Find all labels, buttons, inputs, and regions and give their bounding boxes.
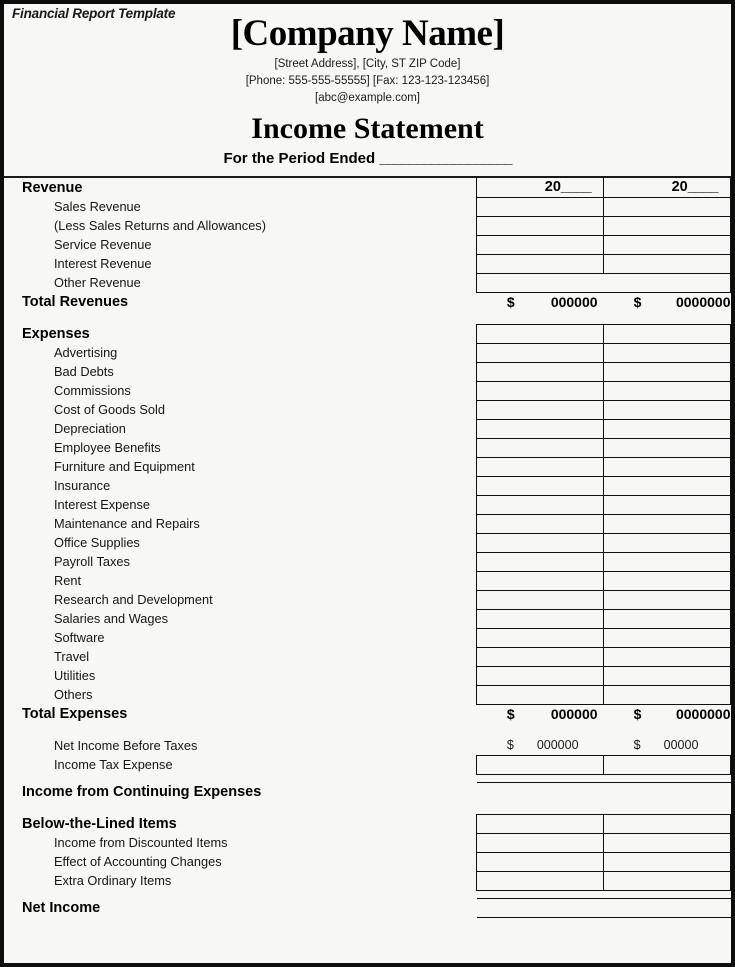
- amount-cell-year-2[interactable]: [604, 871, 731, 890]
- table-row: [4, 647, 731, 666]
- total-expenses-year-1: $ 000000: [506, 705, 598, 722]
- total-expenses-year-2: $ 0000000: [633, 705, 731, 722]
- line-item-label: Income from Discounted Items: [54, 835, 228, 850]
- line-item-label: Salaries and Wages: [54, 611, 169, 626]
- amount-cell-year-2[interactable]: [604, 235, 731, 254]
- statement-title: Income Statement: [251, 112, 484, 145]
- amount-cell-year-2[interactable]: [604, 438, 731, 457]
- net-income-rule-year-2: [604, 898, 731, 917]
- total-revenues-year-1: $ 000000: [506, 293, 598, 310]
- line-item-label: Employee Benefits: [54, 440, 161, 455]
- table-row: [4, 400, 731, 419]
- table-row: [4, 381, 731, 400]
- amount-cell-year-1[interactable]: [477, 197, 604, 216]
- net-income-before-taxes-row: [4, 736, 731, 755]
- table-row: [4, 235, 731, 254]
- amount-cell-year-2[interactable]: [604, 814, 731, 833]
- amount-cell-year-1[interactable]: [477, 216, 604, 235]
- table-row: [4, 571, 731, 590]
- amount-cell-year-1[interactable]: [477, 235, 604, 254]
- amount-cell-year-1[interactable]: [477, 755, 604, 774]
- amount-cell-year-1[interactable]: [477, 400, 604, 419]
- amount-cell-year-1[interactable]: [477, 552, 604, 571]
- net-income-rule-year-1: [477, 898, 604, 917]
- amount-cell-year-2[interactable]: [604, 833, 731, 852]
- amount-cell-year-1[interactable]: [477, 438, 604, 457]
- amount-cell-year-2[interactable]: [604, 571, 731, 590]
- amount-cell-year-1[interactable]: [477, 476, 604, 495]
- spacer-row: [4, 311, 731, 324]
- amount-cell-year-1[interactable]: [477, 852, 604, 871]
- company-phone-fax: [Phone: 555-555-55555] [Fax: 123-123-123456]: [245, 75, 490, 87]
- period-ended-blank: __________________: [379, 150, 512, 167]
- table-row: [4, 362, 731, 381]
- table-row: [4, 852, 731, 871]
- column-header-year-1: 20____: [544, 179, 592, 196]
- amount-cell-year-1[interactable]: [477, 628, 604, 647]
- line-item-label: Sales Revenue: [54, 199, 141, 214]
- amount-cell-year-1[interactable]: [477, 833, 604, 852]
- amount-cell-year-1[interactable]: [477, 419, 604, 438]
- line-item-label: Office Supplies: [54, 535, 140, 550]
- column-header-year-2: 20____: [671, 179, 718, 196]
- line-item-label: Interest Expense: [54, 497, 151, 512]
- table-row: [4, 514, 731, 533]
- amount-cell-year-2[interactable]: [604, 590, 731, 609]
- amount-cell-year-1[interactable]: [477, 514, 604, 533]
- amount-cell-year-2[interactable]: [604, 647, 731, 666]
- spacer-row: [4, 723, 731, 736]
- net-income-row: [4, 898, 731, 917]
- amount-cell-year-2[interactable]: [604, 362, 731, 381]
- table-row: [4, 533, 731, 552]
- table-row: [4, 552, 731, 571]
- table-row: [4, 609, 731, 628]
- amount-cell-year-1[interactable]: [477, 647, 604, 666]
- line-item-label: Effect of Accounting Changes: [54, 854, 222, 869]
- statement-body: [4, 176, 731, 918]
- line-item-label: Travel: [54, 649, 90, 664]
- amount-cell-year-1[interactable]: [477, 666, 604, 685]
- amount-cell-year-2[interactable]: [604, 755, 731, 774]
- spacer-row: [4, 801, 731, 814]
- line-item-label: Commissions: [54, 383, 131, 398]
- spacer-row: [4, 890, 731, 898]
- table-row: [4, 833, 731, 852]
- table-header-row: [4, 178, 731, 197]
- company-email: [abc@example.com]: [315, 92, 420, 104]
- company-address: [Street Address], [City, ST ZIP Code]: [274, 58, 461, 70]
- spacer-row: [4, 774, 731, 782]
- amount-cell-year-2[interactable]: [604, 381, 731, 400]
- amount-cell-year-2[interactable]: [604, 216, 731, 235]
- period-ended-label: For the Period Ended: [223, 150, 376, 167]
- section-heading-revenue: Revenue: [22, 179, 83, 196]
- amount-cell-year-1[interactable]: [477, 343, 604, 362]
- total-revenues-label: Total Revenues: [22, 293, 129, 310]
- amount-cell-year-2[interactable]: [604, 628, 731, 647]
- table-row: [4, 273, 731, 292]
- amount-cell-year-2[interactable]: [604, 552, 731, 571]
- line-item-label: Rent: [54, 573, 82, 588]
- net-income-label: Net Income: [22, 899, 101, 916]
- period-ended-line: [4, 148, 731, 170]
- table-row: [4, 438, 731, 457]
- amount-cell-year-1[interactable]: [477, 457, 604, 476]
- amount-cell-year-2[interactable]: [604, 254, 731, 273]
- amount-cell-year-2[interactable]: [604, 685, 731, 704]
- total-expenses-label: Total Expenses: [22, 705, 128, 722]
- income-continuing-rule-year-1: [477, 782, 604, 801]
- table-row: [4, 495, 731, 514]
- below-the-line-heading-row: [4, 814, 731, 833]
- watermark-label: Financial Report Template: [12, 6, 176, 21]
- line-item-label: Others: [54, 687, 93, 702]
- amount-cell-year-2[interactable]: [604, 533, 731, 552]
- income-tax-expense-row: [4, 755, 731, 774]
- table-row: [4, 666, 731, 685]
- table-row: [4, 343, 731, 362]
- income-continuing-label: Income from Continuing Expenses: [22, 783, 262, 800]
- table-row: [4, 216, 731, 235]
- line-item-label: Advertising: [54, 345, 118, 360]
- table-row: [4, 685, 731, 704]
- amount-cell-year-2[interactable]: [604, 343, 731, 362]
- table-row: [4, 871, 731, 890]
- income-statement-table: [4, 178, 731, 918]
- line-item-label: Other Revenue: [54, 275, 141, 290]
- amount-cell-year-2[interactable]: [604, 852, 731, 871]
- line-item-label: Research and Development: [54, 592, 213, 607]
- amount-cell-year-2[interactable]: [604, 197, 731, 216]
- table-row: [4, 457, 731, 476]
- amount-cell-year-2[interactable]: [604, 495, 731, 514]
- income-continuing-rule-year-2: [604, 782, 731, 801]
- total-revenues-row: [4, 292, 731, 311]
- line-item-label: Interest Revenue: [54, 256, 152, 271]
- section-heading-below-the-line: Below-the-Lined Items: [22, 815, 177, 832]
- line-item-label: Service Revenue: [54, 237, 152, 252]
- income-continuing-row: [4, 782, 731, 801]
- amount-cell-year-2[interactable]: [604, 400, 731, 419]
- line-item-label: Depreciation: [54, 421, 126, 436]
- amount-cell-year-2[interactable]: [604, 324, 731, 343]
- amount-cell-year-1[interactable]: [477, 362, 604, 381]
- document-header: [4, 4, 731, 170]
- line-item-label: (Less Sales Returns and Allowances): [54, 218, 266, 233]
- line-item-label: Utilities: [54, 668, 96, 683]
- amount-cell-year-1[interactable]: [477, 324, 604, 343]
- total-expenses-row: [4, 704, 731, 723]
- amount-cell-year-1[interactable]: [477, 381, 604, 400]
- amount-cell-year-1[interactable]: [477, 871, 604, 890]
- amount-cell-year-1[interactable]: [477, 495, 604, 514]
- amount-cell-year-2[interactable]: [604, 273, 731, 292]
- amount-cell-year-1[interactable]: [477, 533, 604, 552]
- amount-cell-year-2[interactable]: [604, 666, 731, 685]
- amount-cell-year-1[interactable]: [477, 571, 604, 590]
- amount-cell-year-1[interactable]: [477, 609, 604, 628]
- amount-cell-year-1[interactable]: [477, 254, 604, 273]
- line-item-label: Cost of Goods Sold: [54, 402, 165, 417]
- line-item-label: Insurance: [54, 478, 111, 493]
- income-tax-expense-label: Income Tax Expense: [54, 757, 173, 772]
- net-income-before-taxes-year-2: $ 00000: [633, 738, 699, 753]
- amount-cell-year-1[interactable]: [477, 814, 604, 833]
- line-item-label: Extra Ordinary Items: [54, 873, 172, 888]
- section-heading-expenses: Expenses: [22, 325, 90, 342]
- line-item-label: Software: [54, 630, 105, 645]
- amount-cell-year-2[interactable]: [604, 476, 731, 495]
- table-row: [4, 628, 731, 647]
- table-row: [4, 419, 731, 438]
- amount-cell-year-2[interactable]: [604, 609, 731, 628]
- net-income-before-taxes-year-1: $ 000000: [506, 738, 579, 753]
- total-revenues-year-2: $ 0000000: [633, 293, 731, 310]
- amount-cell-year-1[interactable]: [477, 273, 604, 292]
- amount-cell-year-2[interactable]: [604, 419, 731, 438]
- line-item-label: Maintenance and Repairs: [54, 516, 200, 531]
- net-income-before-taxes-label: Net Income Before Taxes: [54, 738, 198, 753]
- table-row: [4, 476, 731, 495]
- table-row: [4, 197, 731, 216]
- amount-cell-year-1[interactable]: [477, 685, 604, 704]
- amount-cell-year-1[interactable]: [477, 590, 604, 609]
- amount-cell-year-2[interactable]: [604, 457, 731, 476]
- table-row: [4, 254, 731, 273]
- table-row: [4, 590, 731, 609]
- line-item-label: Bad Debts: [54, 364, 114, 379]
- company-name: [Company Name]: [230, 13, 505, 54]
- line-item-label: Furniture and Equipment: [54, 459, 195, 474]
- expenses-heading-row: [4, 324, 731, 343]
- amount-cell-year-2[interactable]: [604, 514, 731, 533]
- line-item-label: Payroll Taxes: [54, 554, 130, 569]
